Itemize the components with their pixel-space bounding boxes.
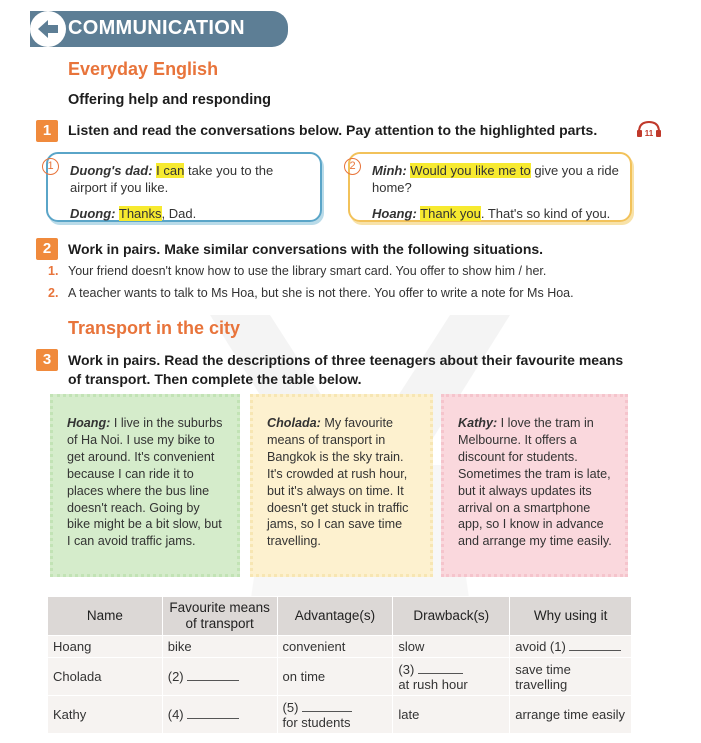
cell-text: for students — [282, 714, 351, 730]
conversation-number: 2 — [344, 158, 361, 175]
speaker-name: Minh: — [372, 163, 407, 178]
answer-blank[interactable] — [569, 640, 621, 651]
answer-blank[interactable] — [187, 708, 239, 719]
cell-text: (2) — [167, 669, 184, 684]
cell-text: (4) — [167, 707, 184, 722]
transport-heading: Transport in the city — [68, 318, 241, 338]
highlighted-phrase: Thank you — [420, 206, 481, 221]
description-text: My favourite means of transport in Bangkok is the sky train. It's crowded at rush hour, but it's always on time. It doesn't get stuck in traffic jams, so I can save time travelling. — [267, 416, 409, 549]
task2-instruction: Work in pairs. Make similar conversations with the following situations. — [68, 241, 544, 257]
highlighted-phrase: Would you like me to — [410, 163, 531, 178]
table-cell: Kathy — [48, 696, 163, 734]
task-number-badge: 3 — [36, 349, 58, 371]
description-name: Hoang: — [67, 416, 111, 430]
table-cell: slow — [393, 636, 510, 658]
table-header: Favourite means of transport — [162, 597, 277, 636]
section-banner — [30, 11, 288, 47]
arrow-left-icon — [30, 11, 66, 47]
conversation-line — [70, 205, 310, 222]
speaker-name: Duong's dad: — [70, 163, 153, 178]
table-cell: on time — [277, 658, 393, 696]
conversation-box-2 — [348, 152, 632, 222]
description-card-kathy — [441, 394, 628, 577]
situation-text: Your friend doesn't know how to use the library smart card. You offer to show him / her. — [68, 264, 547, 278]
table-header: Advantage(s) — [277, 597, 393, 636]
instruction-lead: Work in pairs. — [68, 352, 161, 368]
task3-instruction — [68, 351, 628, 389]
table-cell: save time travelling — [510, 658, 632, 696]
task-number-badge: 2 — [36, 238, 58, 260]
task1-instruction: Listen and read the conversations below. Pay attention to the highlighted parts. — [68, 122, 598, 138]
cell-text: (5) — [282, 699, 299, 715]
highlighted-phrase: I can — [156, 163, 185, 178]
task-number-badge: 1 — [36, 120, 58, 142]
table-cell — [162, 658, 277, 696]
conversation-number: 1 — [42, 158, 59, 175]
description-text: I love the tram in Melbourne. It offers a discount for students. Sometimes the tram is late, but it always updates its arrival on a smartphone app, so I know in advance and arrange my time easily. — [458, 416, 612, 549]
transport-table — [47, 596, 632, 734]
table-cell: late — [393, 696, 510, 734]
table-cell — [277, 696, 393, 734]
table-cell: bike — [162, 636, 277, 658]
table-cell: convenient — [277, 636, 393, 658]
cell-text: (3) — [398, 661, 415, 677]
situation-text: A teacher wants to talk to Ms Hoa, but she is not there. You offer to write a note for Ms Hoa. — [68, 286, 574, 300]
line-text: , Dad. — [161, 206, 197, 221]
table-header-row — [48, 597, 632, 636]
line-text: give you a ride home? — [372, 163, 619, 195]
description-name: Kathy: — [458, 416, 498, 430]
conversation-line — [70, 162, 310, 196]
answer-blank[interactable] — [187, 670, 239, 681]
table-row — [48, 636, 632, 658]
description-card-hoang — [50, 394, 240, 577]
highlighted-phrase: Thanks — [118, 206, 162, 221]
instruction-text: Read the descriptions of three teenagers about their favourite means of transport. Then complete the table below. — [68, 352, 624, 387]
answer-blank[interactable] — [302, 701, 352, 712]
table-header: Drawback(s) — [393, 597, 510, 636]
everyday-english-heading: Everyday English — [68, 59, 219, 79]
situation-number: 2. — [48, 286, 59, 300]
situation-number: 1. — [48, 264, 59, 278]
description-card-cholada — [250, 394, 433, 577]
table-cell: Cholada — [48, 658, 163, 696]
answer-blank[interactable] — [418, 663, 463, 674]
table-cell — [510, 636, 632, 658]
table-cell — [393, 658, 510, 696]
speaker-name: Duong: — [70, 206, 116, 221]
table-header: Why using it — [510, 597, 632, 636]
line-text: . That's so kind of you. — [480, 206, 611, 221]
table-row — [48, 658, 632, 696]
situation-item — [48, 286, 574, 300]
section-title: COMMUNICATION — [68, 17, 245, 39]
conversation-line — [372, 205, 620, 222]
cell-text: at rush hour — [398, 676, 468, 692]
situation-item — [48, 264, 546, 278]
speaker-icon[interactable] — [636, 120, 662, 138]
table-cell: Hoang — [48, 636, 163, 658]
description-text: I live in the suburbs of Ha Noi. I use my bike to get around. It's convenient because I can ride it to places where the bus line doesn't reach. Going by bike might be a bit slow, but I can avoid traffic jams. — [67, 416, 223, 549]
description-name: Cholada: — [267, 416, 321, 430]
conversation-box-1 — [46, 152, 322, 222]
line-text: take you to the airport if you like. — [70, 163, 274, 195]
cell-text: avoid (1) — [515, 639, 566, 654]
conversation-line — [372, 162, 620, 196]
speaker-name: Hoang: — [372, 206, 417, 221]
audio-track-number: 11 — [644, 129, 654, 138]
table-cell — [162, 696, 277, 734]
table-row — [48, 696, 632, 734]
table-header: Name — [48, 597, 163, 636]
table-cell: arrange time easily — [510, 696, 632, 734]
everyday-english-subheading: Offering help and responding — [68, 92, 271, 108]
